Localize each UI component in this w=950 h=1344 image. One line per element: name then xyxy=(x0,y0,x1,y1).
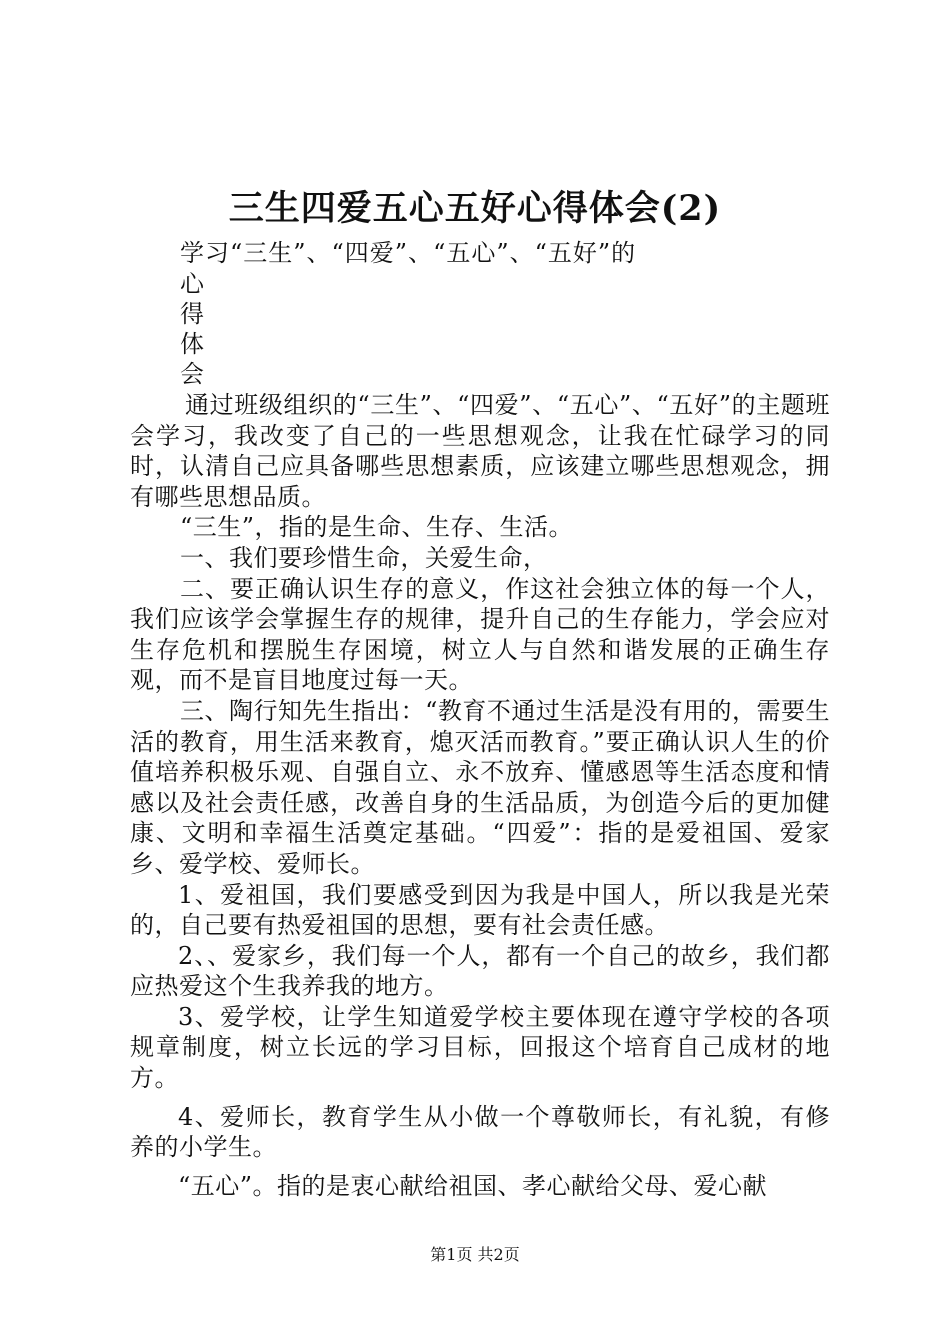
paragraph: 4、爱师长，教育学生从小做一个尊敬师长，有礼貌，有修养的小学生。 xyxy=(130,1102,830,1162)
paragraph: 一、我们要珍惜生命，关爱生命， xyxy=(180,543,548,572)
subtitle: 学习“三生”、“四爱”、“五心”、“五好”的 xyxy=(180,239,637,267)
page-number: 第1页 共2页 xyxy=(430,1245,520,1264)
paragraph: “三生”，指的是生命、生存、生活。 xyxy=(180,513,574,542)
vertical-char: 体 xyxy=(180,330,204,358)
vertical-char: 会 xyxy=(180,360,204,388)
paragraph: 3、爱学校，让学生知道爱学校主要体现在遵守学校的各项规章制度，树立长远的学习目标，回报这个培育自己成材的地方。 xyxy=(130,1002,830,1093)
document-body xyxy=(130,390,830,1201)
paragraph: 通过班级组织的“三生”、“四爱”、“五心”、“五好”的主题班会学习，我改变了自己的一些思想观念，让我在忙碌学习的同时，认清自己应具备哪些思想素质，应该建立哪些思想观念，拥有哪些思想品质。 xyxy=(130,391,830,511)
paragraph: 1、爱祖国，我们要感受到因为我是中国人，所以我是光荣的，自己要有热爱祖国的思想，要有社会责任感。 xyxy=(130,880,830,940)
paragraph: “五心”。指的是衷心献给祖国、孝心献给父母、爱心献 xyxy=(178,1171,768,1200)
paragraph: 二、要正确认识生存的意义，作这社会独立体的每一个人，我们应该学会掌握生存的规律，提升自己的生存能力，学会应对生存危机和摆脱生存困境，树立人与自然和谐发展的正确生存观，而不是盲目地度过每一天。 xyxy=(130,574,830,695)
paragraph: 2、、爱家乡，我们每一个人，都有一个自己的故乡，我们都应热爱这个生我养我的地方。 xyxy=(130,941,830,1001)
vertical-char: 心 xyxy=(180,270,204,298)
paragraph: 三、陶行知先生指出：“教育不通过生活是没有用的，需要生活的教育，用生活来教育，熄灭活而教育。”要正确认识人生的价值培养积极乐观、自强自立、永不放弃、懂感恩等生活态度和情感以及社会责任感，改善自身的生活品质，为创造今后的更加健康、文明和幸福生活奠定基础。“四爱”：指的是爱祖国、爱家乡、爱学校、爱师长。 xyxy=(130,696,830,878)
document-title: 三生四爱五心五好心得体会(2) xyxy=(228,188,722,229)
vertical-char: 得 xyxy=(180,300,204,328)
